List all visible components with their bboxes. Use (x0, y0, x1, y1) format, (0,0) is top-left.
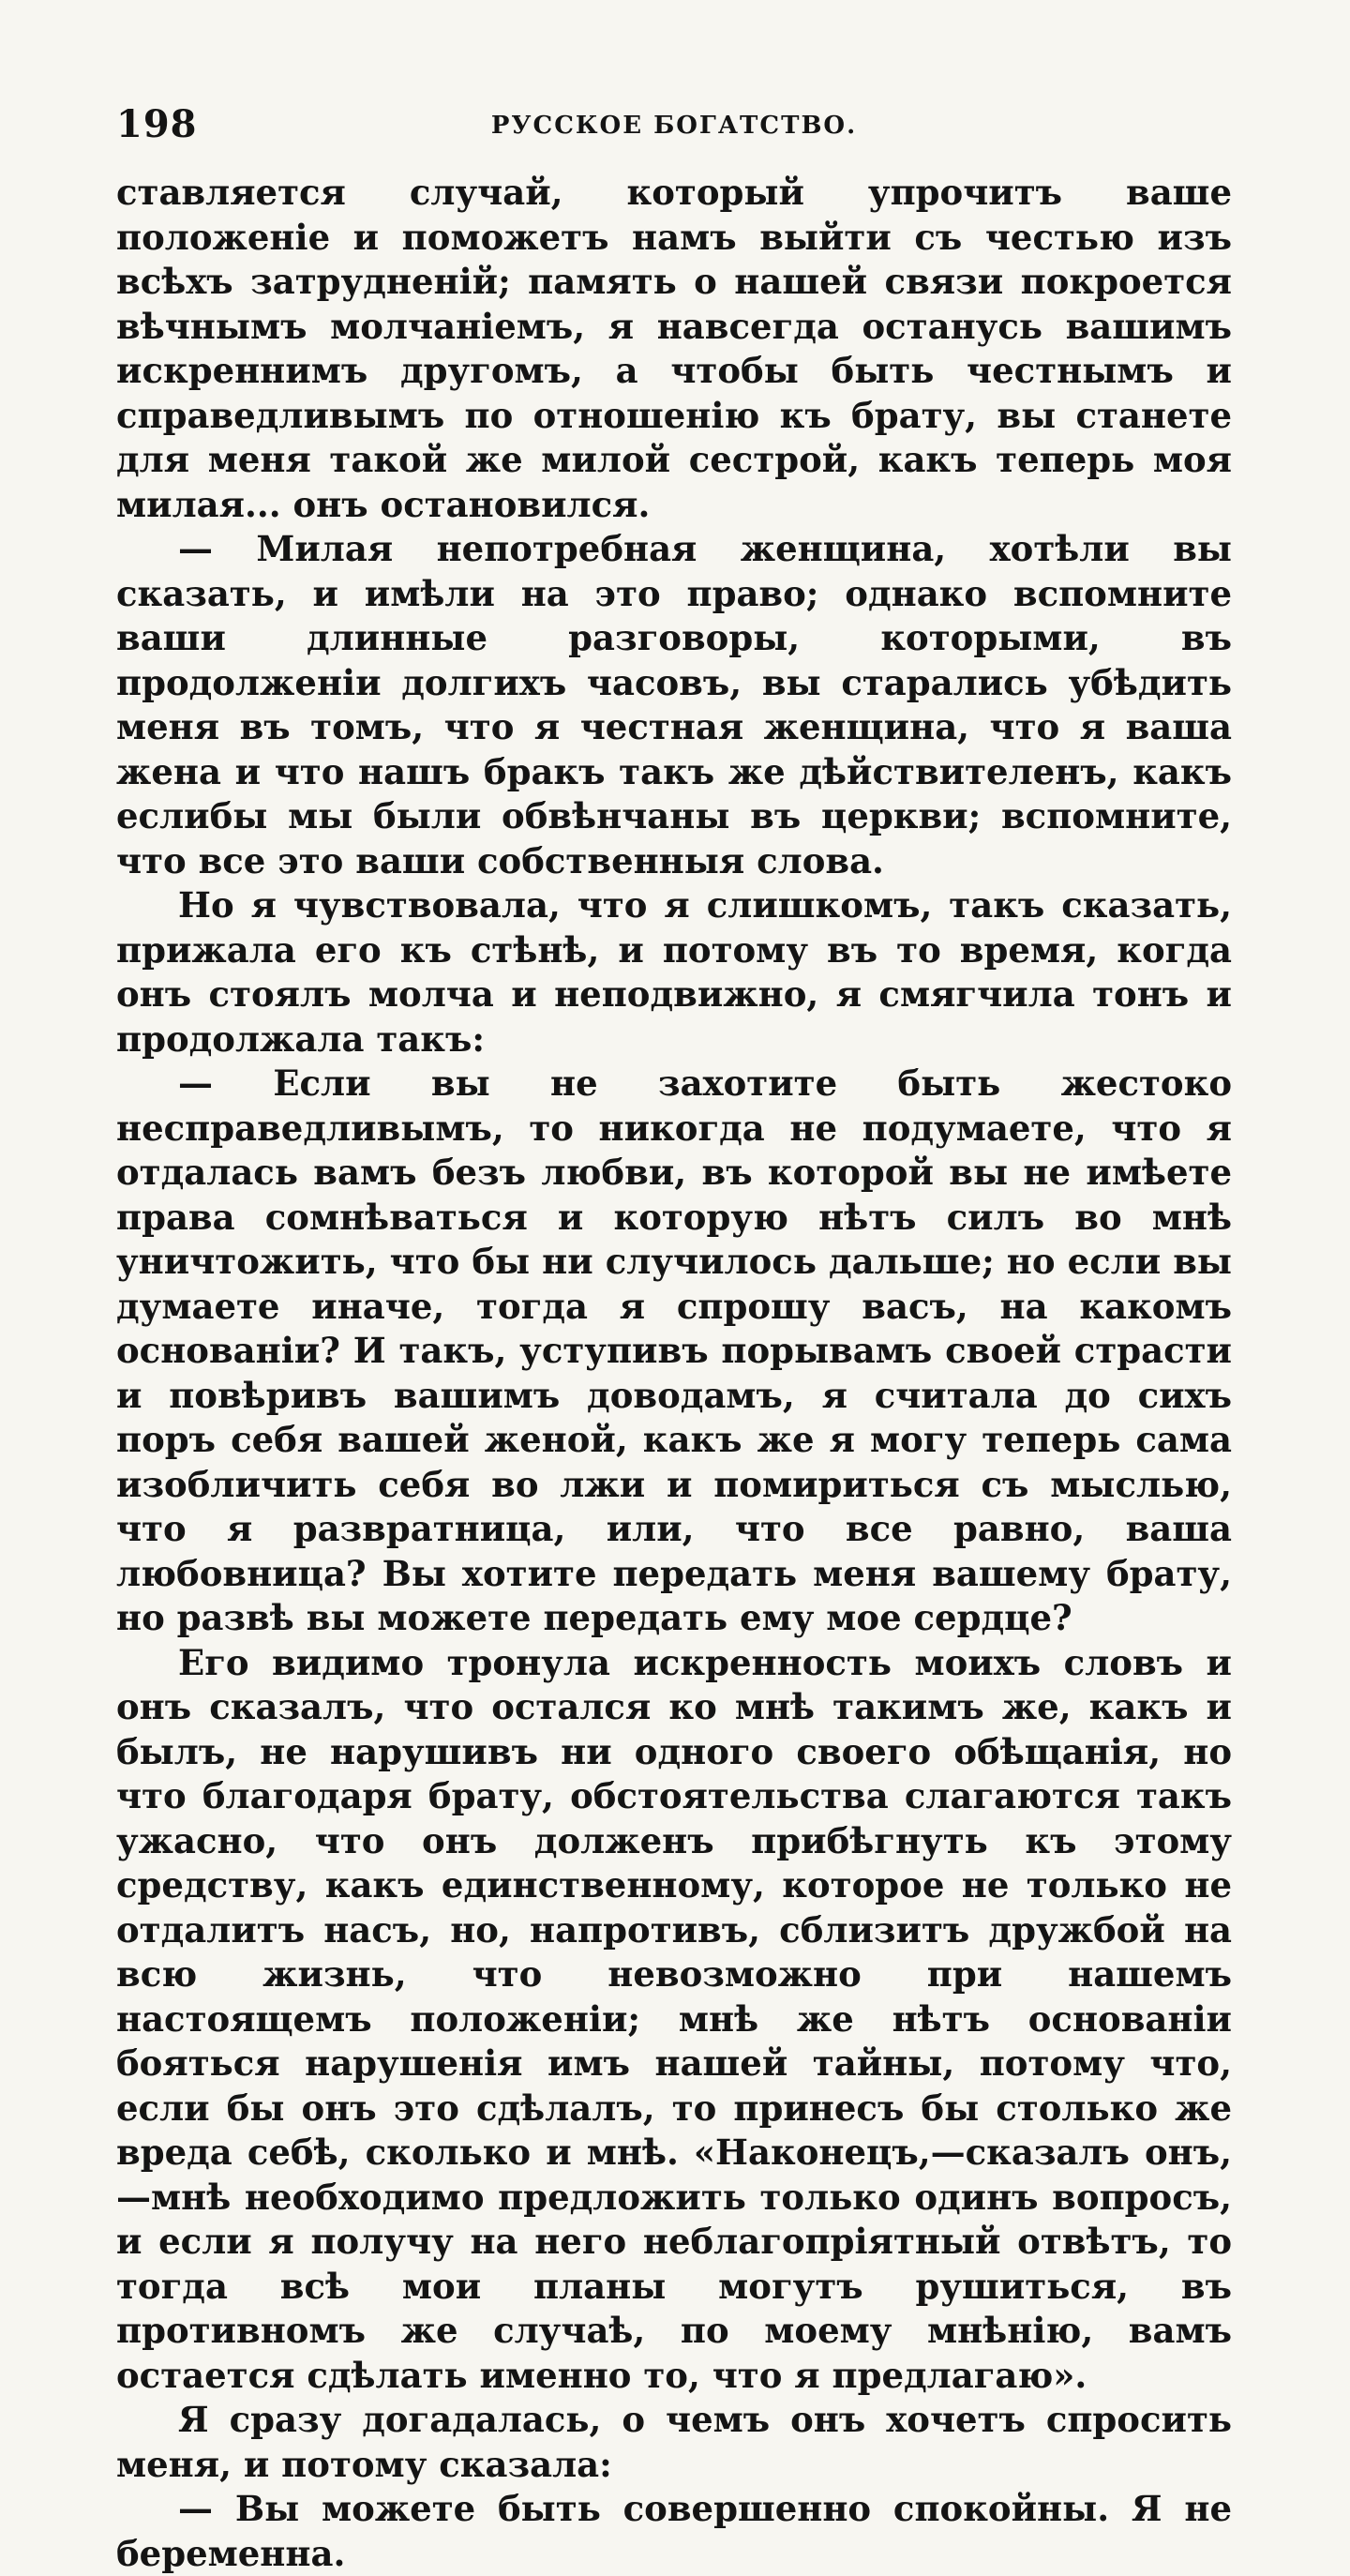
paragraph: — Если вы не захотите быть жестоко несправедливымъ, то никогда не подумаете, что я отдалась вамъ безъ любви, въ которой вы не имѣете права сомнѣваться и которую нѣтъ силъ во мнѣ уничтожить, что бы ни случилось дальше; но если вы думаете иначе, тогда я спрошу васъ, на какомъ основанiи? И такъ, уступивъ порывамъ своей страсти и повѣривъ вашимъ доводамъ, я считала до сихъ поръ себя вашей женой, какъ же я могу теперь сама изобличить себя во лжи и помириться съ мыслью, что я развратница, или, что все равно, ваша любовница? Вы хотите передать меня вашему брату, но развѣ вы можете передать ему мое сердце? (116, 1062, 1232, 1638)
running-title: РУССКОЕ БОГАТСТВО. (490, 112, 858, 140)
page-header (116, 101, 1232, 148)
paragraph: Я сразу догадалась, о чемъ онъ хочетъ спросить меня, и потому сказала: (116, 2399, 1232, 2485)
paragraph: Но я чувствовала, что я слишкомъ, такъ сказать, прижала его къ стѣнѣ, и потому въ то время, когда онъ стоялъ молча и неподвижно, я смягчила тонъ и продолжала такъ: (116, 884, 1232, 1060)
paragraph: ставляется случай, который упрочитъ ваше положенiе и поможетъ намъ выйти съ честью изъ всѣхъ затрудненiй; память о нашей связи покроется вѣчнымъ молчанiемъ, я навсегда останусь вашимъ искреннимъ другомъ, а чтобы быть честнымъ и справедливымъ по отношенiю къ брату, вы станете для меня такой же милой сестрой, какъ теперь моя милая... онъ остановился. (116, 172, 1232, 525)
body-text (116, 171, 1232, 2576)
page-number: 198 (116, 102, 198, 146)
paragraph: — Милая непотребная женщина, хотѣли вы сказать, и имѣли на это право; однако вспомните ваши длинные разговоры, которыми, въ продолженiи долгихъ часовъ, вы старались убѣдить меня въ томъ, что я честная женщина, что я ваша жена и что нашъ бракъ такъ же дѣйствителенъ, какъ еслибы мы были обвѣнчаны въ церкви; вспомните, что все это ваши собственныя слова. (116, 528, 1232, 881)
paragraph: — Вы можете быть совершенно спокойны. Я не беременна. (116, 2488, 1232, 2574)
paragraph: Его видимо тронула искренность моихъ словъ и онъ сказалъ, что остался ко мнѣ такимъ же, какъ и былъ, не нарушивъ ни одного своего обѣщанiя, но что благодаря брату, обстоятельства слагаются такъ ужасно, что онъ долженъ прибѣгнуть къ этому средству, какъ единственному, которое не только не отдалитъ насъ, но, напротивъ, сблизитъ дружбой на всю жизнь, что невозможно при нашемъ настоящемъ положенiи; мнѣ же нѣтъ основанiи бояться нарушенiя имъ нашей тайны, потому что, если бы онъ это сдѣлалъ, то принесъ бы столько же вреда себѣ, сколько и мнѣ. «Наконецъ,—сказалъ онъ,—мнѣ необходимо предложить только одинъ вопросъ, и если я получу на него неблагопрiятный отвѣтъ, то тогда всѣ мои планы могутъ рушиться, въ противномъ же случаѣ, по моему мнѣнiю, вамъ остается сдѣлать именно то, что я предлагаю». (116, 1641, 1232, 2396)
